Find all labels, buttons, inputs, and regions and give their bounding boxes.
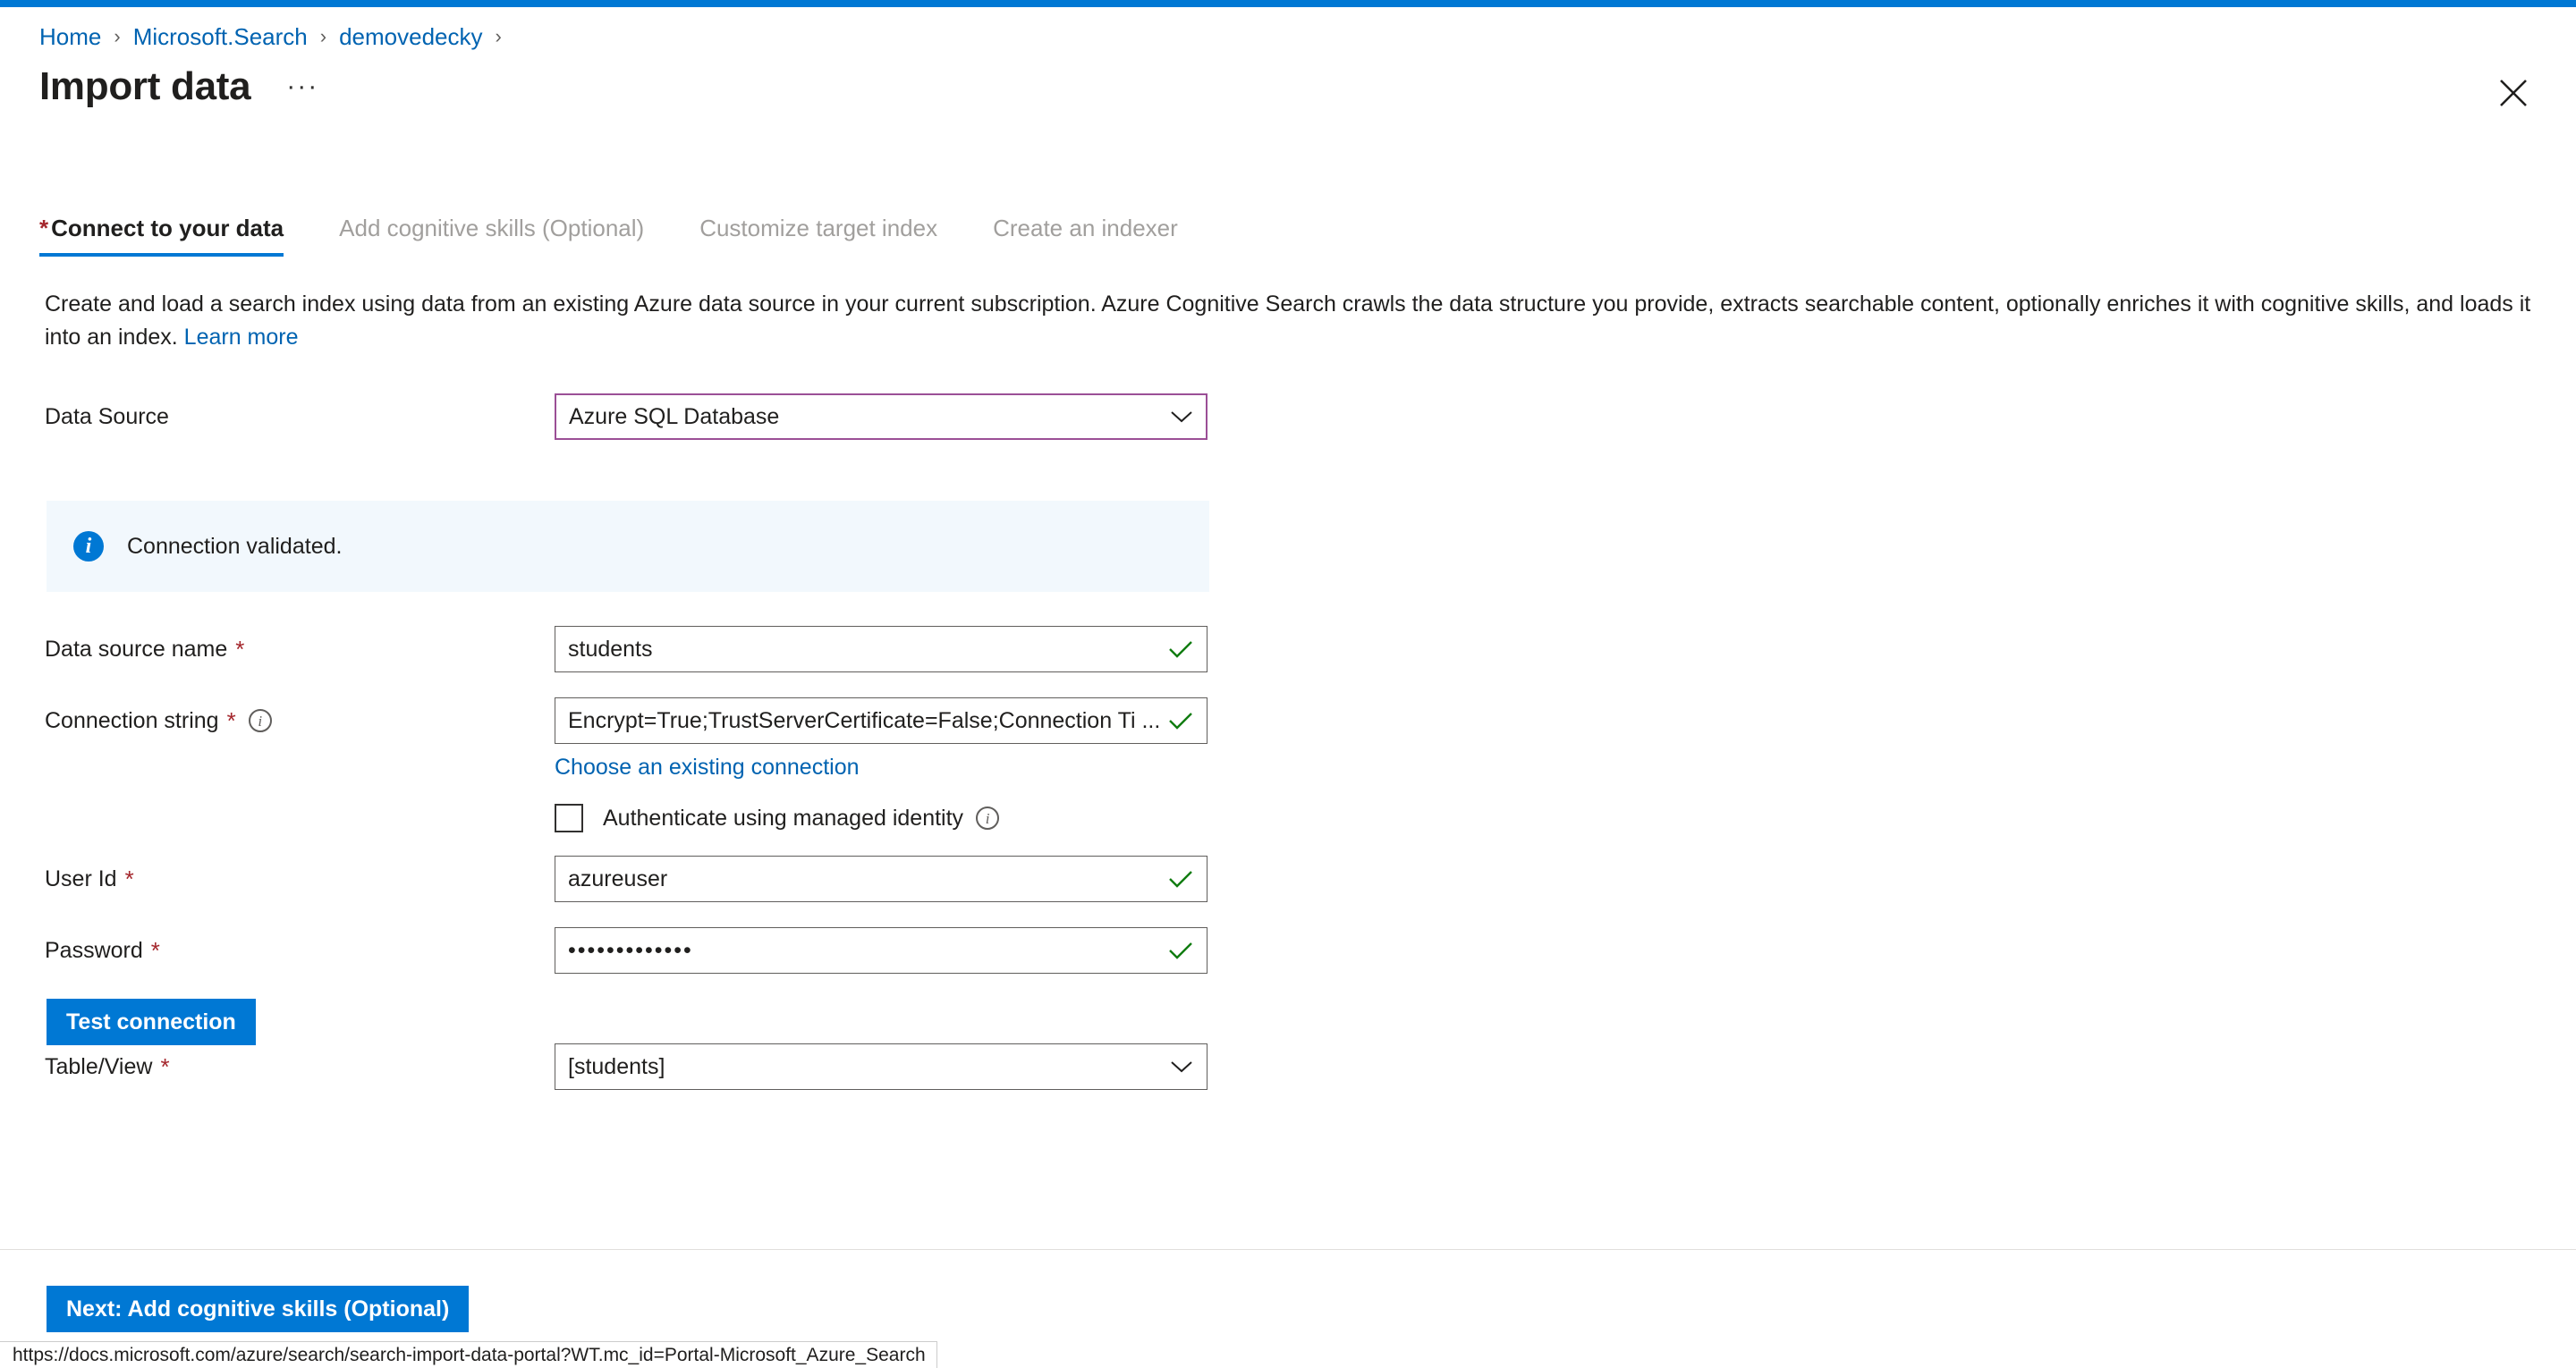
data-source-name-input[interactable]: students: [555, 626, 1208, 672]
info-icon: i: [73, 531, 104, 562]
import-data-form: [45, 393, 1297, 465]
required-asterisk: *: [124, 865, 134, 892]
valid-check-icon: [1168, 856, 1193, 902]
breadcrumb-item-home[interactable]: Home: [39, 23, 102, 50]
user-id-label-text: User Id: [45, 866, 117, 891]
tab-label: Add cognitive skills (Optional): [339, 215, 645, 241]
tab-customize-target-index[interactable]: [699, 215, 937, 257]
authenticate-managed-identity-checkbox[interactable]: [555, 804, 583, 832]
connection-string-label-text: Connection string: [45, 707, 219, 733]
test-connection-row: [47, 999, 256, 1045]
required-asterisk: *: [39, 215, 49, 241]
breadcrumb-item-demovedecky[interactable]: demovedecky: [339, 23, 483, 50]
user-id-label: [45, 866, 555, 893]
managed-identity-label: [603, 806, 999, 832]
breadcrumb-separator: ›: [319, 25, 327, 47]
data-source-select[interactable]: Azure SQL Database: [555, 393, 1208, 440]
breadcrumb-separator: ›: [114, 25, 121, 47]
data-source-label-text: Data Source: [45, 403, 169, 429]
user-id-input[interactable]: azureuser: [555, 856, 1208, 902]
table-view-label-text: Table/View: [45, 1053, 153, 1079]
connection-validated-banner: [47, 501, 1209, 592]
table-view-select[interactable]: [students]: [555, 1043, 1208, 1090]
test-connection-button[interactable]: Test connection: [47, 999, 256, 1045]
data-source-row: [45, 393, 1297, 440]
table-view-row: [45, 1043, 1297, 1090]
banner-text: Connection validated.: [127, 533, 343, 559]
valid-check-icon: [1168, 927, 1193, 974]
password-row: [45, 927, 1297, 974]
managed-identity-checkbox-row: [555, 804, 1297, 832]
data-source-field: [555, 393, 1208, 440]
password-label: [45, 937, 555, 965]
table-view-field: [555, 1043, 1208, 1090]
connection-string-label: [45, 707, 555, 735]
learn-more-link[interactable]: Learn more: [183, 325, 299, 350]
tab-connect-to-your-data[interactable]: [39, 215, 284, 257]
title-row: [39, 64, 327, 109]
valid-check-icon: [1168, 697, 1193, 744]
footer: [47, 1286, 469, 1332]
connection-string-field: [555, 697, 1208, 744]
description-text: Create and load a search index using data from an existing Azure data source in your current subscription. Azure Cognitive Search crawls the data structure you provide, extracts searchable content, optionally enriches it with cognitive skills, and loads it into an index.: [45, 291, 2531, 350]
page-title: Import data: [39, 64, 251, 108]
info-icon[interactable]: i: [249, 709, 272, 732]
info-icon[interactable]: i: [976, 806, 999, 830]
next-add-cognitive-skills-button[interactable]: Next: Add cognitive skills (Optional): [47, 1286, 469, 1332]
more-options-button[interactable]: ···: [286, 72, 319, 101]
tab-label: Create an indexer: [993, 215, 1178, 241]
required-asterisk: *: [235, 635, 245, 663]
valid-check-icon: [1168, 626, 1193, 672]
close-icon[interactable]: [2496, 75, 2531, 111]
password-label-text: Password: [45, 937, 143, 963]
table-view-label: [45, 1053, 555, 1081]
status-bar-url: https://docs.microsoft.com/azure/search/search-import-data-portal?WT.mc_id=Portal-Microsoft_Azure_Search: [0, 1341, 937, 1368]
data-source-name-label-text: Data source name: [45, 636, 228, 662]
choose-existing-connection-link[interactable]: Choose an existing connection: [555, 755, 860, 780]
top-accent-bar: [0, 0, 2576, 7]
connection-string-row: [45, 697, 1297, 832]
breadcrumb-item-microsoft-search[interactable]: Microsoft.Search: [132, 23, 308, 50]
user-id-field: [555, 856, 1208, 902]
user-id-row: [45, 856, 1297, 902]
required-asterisk: *: [160, 1052, 170, 1080]
data-source-label: [45, 404, 555, 430]
data-source-name-field: [555, 626, 1208, 672]
data-source-name-row: [45, 626, 1297, 672]
tab-label: Customize target index: [699, 215, 938, 241]
required-asterisk: *: [226, 706, 236, 734]
tab-add-cognitive-skills[interactable]: [339, 215, 644, 257]
data-source-name-label: [45, 636, 555, 663]
blade-description: [45, 288, 2540, 354]
password-input[interactable]: •••••••••••••: [555, 927, 1208, 974]
required-asterisk: *: [150, 936, 160, 964]
breadcrumb: [39, 23, 514, 50]
tab-create-an-indexer[interactable]: [993, 215, 1178, 257]
password-field: [555, 927, 1208, 974]
managed-identity-label-text: Authenticate using managed identity: [603, 805, 964, 831]
tab-label: Connect to your data: [51, 215, 284, 241]
wizard-tabs: [39, 215, 1233, 257]
breadcrumb-separator: ›: [495, 25, 502, 47]
connection-string-input[interactable]: Encrypt=True;TrustServerCertificate=False;Connection Ti ...: [555, 697, 1208, 744]
footer-divider: [0, 1249, 2576, 1250]
